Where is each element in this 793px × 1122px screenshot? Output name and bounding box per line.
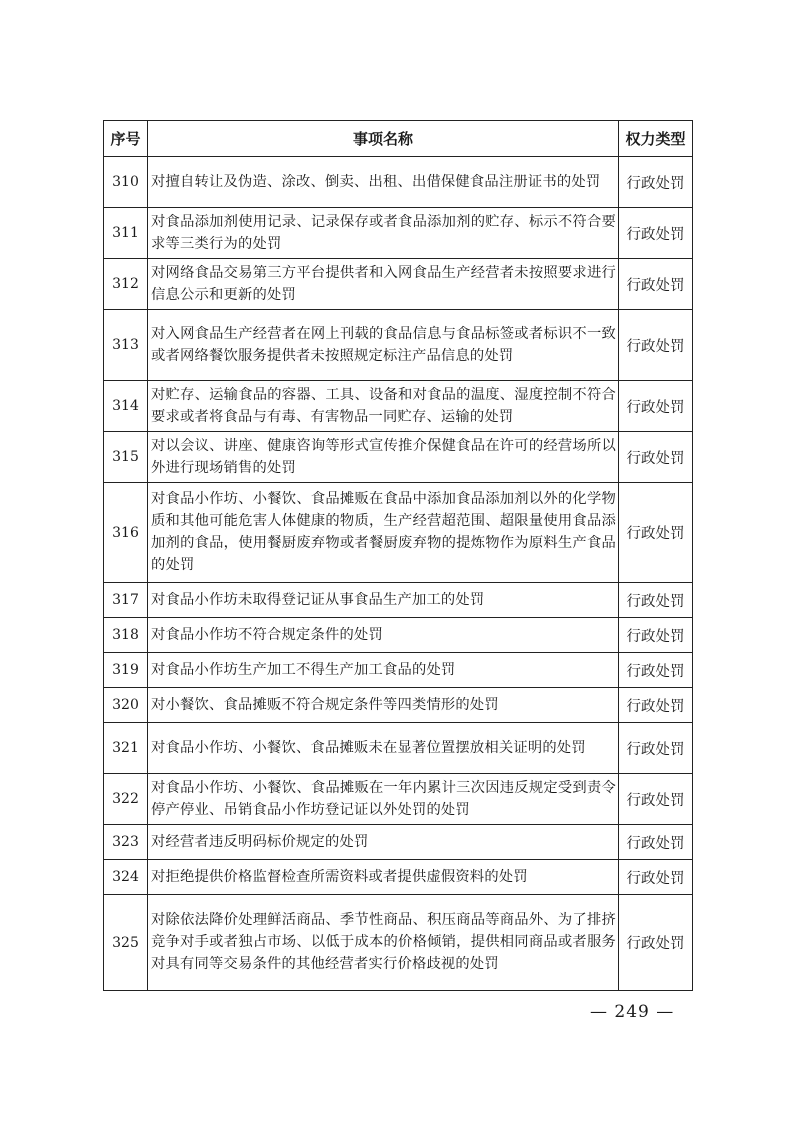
table-row xyxy=(104,688,693,723)
row-power-type: 行政处罚 xyxy=(619,618,693,653)
row-item-name: 对网络食品交易第三方平台提供者和入网食品生产经营者未按照要求进行信息公示和更新的处罚 xyxy=(148,259,619,310)
row-index: 317 xyxy=(104,583,148,618)
row-index: 323 xyxy=(104,825,148,860)
row-index: 313 xyxy=(104,310,148,381)
row-item-name: 对入网食品生产经营者在网上刊载的食品信息与食品标签或者标识不一致或者网络餐饮服务提供者未按照规定标注产品信息的处罚 xyxy=(148,310,619,381)
row-item-name: 对拒绝提供价格监督检查所需资料或者提供虚假资料的处罚 xyxy=(148,860,619,895)
row-index: 312 xyxy=(104,259,148,310)
table-row xyxy=(104,860,693,895)
row-item-name: 对除依法降价处理鲜活商品、季节性商品、积压商品等商品外、为了排挤竞争对手或者独占市场、以低于成本的价格倾销，提供相同商品或者服务对具有同等交易条件的其他经营者实行价格歧视的处罚 xyxy=(148,895,619,991)
table-row xyxy=(104,432,693,483)
row-power-type: 行政处罚 xyxy=(619,208,693,259)
header-item-name: 事项名称 xyxy=(148,121,619,157)
row-index: 325 xyxy=(104,895,148,991)
row-power-type: 行政处罚 xyxy=(619,774,693,825)
table-row xyxy=(104,310,693,381)
table-row xyxy=(104,774,693,825)
row-item-name: 对经营者违反明码标价规定的处罚 xyxy=(148,825,619,860)
row-item-name: 对食品小作坊不符合规定条件的处罚 xyxy=(148,618,619,653)
row-item-name: 对擅自转让及伪造、涂改、倒卖、出租、出借保健食品注册证书的处罚 xyxy=(148,157,619,208)
row-index: 311 xyxy=(104,208,148,259)
row-index: 324 xyxy=(104,860,148,895)
row-index: 316 xyxy=(104,483,148,583)
row-power-type: 行政处罚 xyxy=(619,688,693,723)
row-item-name: 对食品添加剂使用记录、记录保存或者食品添加剂的贮存、标示不符合要求等三类行为的处罚 xyxy=(148,208,619,259)
table-row xyxy=(104,618,693,653)
row-power-type: 行政处罚 xyxy=(619,895,693,991)
table-row xyxy=(104,157,693,208)
row-index: 320 xyxy=(104,688,148,723)
row-index: 321 xyxy=(104,723,148,774)
table-row xyxy=(104,483,693,583)
row-power-type: 行政处罚 xyxy=(619,583,693,618)
table-row xyxy=(104,723,693,774)
table-row xyxy=(104,653,693,688)
row-item-name: 对食品小作坊未取得登记证从事食品生产加工的处罚 xyxy=(148,583,619,618)
row-index: 310 xyxy=(104,157,148,208)
row-index: 315 xyxy=(104,432,148,483)
row-item-name: 对食品小作坊、小餐饮、食品摊贩在一年内累计三次因违反规定受到责令停产停业、吊销食品小作坊登记证以外处罚的处罚 xyxy=(148,774,619,825)
header-index: 序号 xyxy=(104,121,148,157)
table-row xyxy=(104,825,693,860)
row-item-name: 对小餐饮、食品摊贩不符合规定条件等四类情形的处罚 xyxy=(148,688,619,723)
row-item-name: 对食品小作坊生产加工不得生产加工食品的处罚 xyxy=(148,653,619,688)
header-power-type: 权力类型 xyxy=(619,121,693,157)
row-index: 322 xyxy=(104,774,148,825)
row-index: 318 xyxy=(104,618,148,653)
table-row xyxy=(104,259,693,310)
row-item-name: 对食品小作坊、小餐饮、食品摊贩未在显著位置摆放相关证明的处罚 xyxy=(148,723,619,774)
row-power-type: 行政处罚 xyxy=(619,381,693,432)
row-power-type: 行政处罚 xyxy=(619,860,693,895)
row-power-type: 行政处罚 xyxy=(619,432,693,483)
table-row xyxy=(104,895,693,991)
power-list-table xyxy=(103,120,693,991)
row-power-type: 行政处罚 xyxy=(619,157,693,208)
row-index: 314 xyxy=(104,381,148,432)
row-item-name: 对食品小作坊、小餐饮、食品摊贩在食品中添加食品添加剂以外的化学物质和其他可能危害人体健康的物质，生产经营超范围、超限量使用食品添加剂的食品，使用餐厨废弃物或者餐厨废弃物的提炼物作为原料生产食品的处罚 xyxy=(148,483,619,583)
row-power-type: 行政处罚 xyxy=(619,825,693,860)
table-header-row xyxy=(104,121,693,157)
row-power-type: 行政处罚 xyxy=(619,653,693,688)
row-index: 319 xyxy=(104,653,148,688)
table-row xyxy=(104,208,693,259)
row-power-type: 行政处罚 xyxy=(619,310,693,381)
power-list-table-container xyxy=(103,120,692,991)
row-power-type: 行政处罚 xyxy=(619,483,693,583)
table-row xyxy=(104,583,693,618)
row-power-type: 行政处罚 xyxy=(619,723,693,774)
row-power-type: 行政处罚 xyxy=(619,259,693,310)
row-item-name: 对贮存、运输食品的容器、工具、设备和对食品的温度、湿度控制不符合要求或者将食品与有毒、有害物品一同贮存、运输的处罚 xyxy=(148,381,619,432)
row-item-name: 对以会议、讲座、健康咨询等形式宣传推介保健食品在许可的经营场所以外进行现场销售的处罚 xyxy=(148,432,619,483)
table-row xyxy=(104,381,693,432)
page-number: — 249 — xyxy=(590,1002,675,1022)
